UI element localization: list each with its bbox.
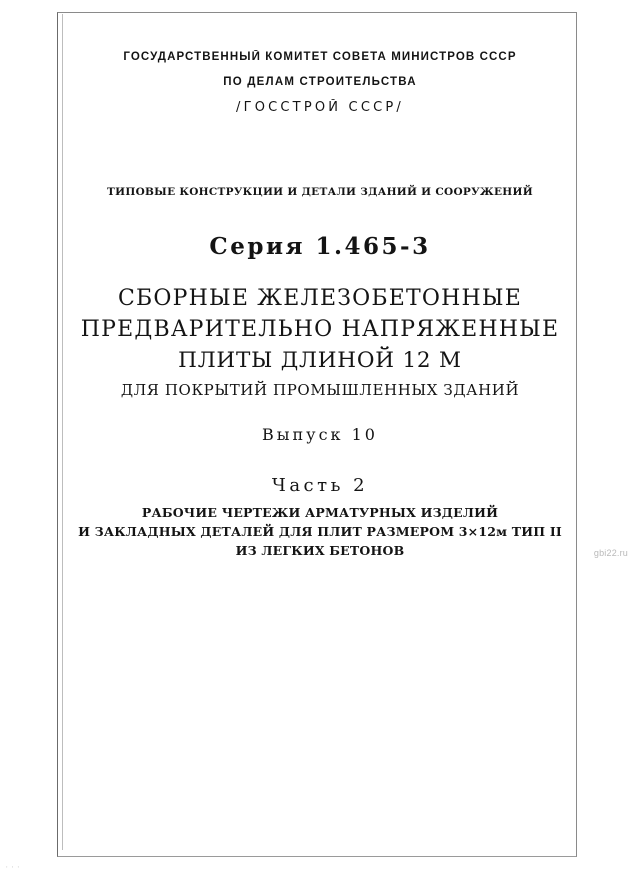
series-number: Серия 1.465-3 [209,233,431,260]
header-line-3-gosstroy: /ГОССТРОЙ СССР/ [235,100,404,115]
contents-line-3: ИЗ ЛЕГКИХ БЕТОНОВ [235,543,405,558]
watermark-text: gbi22.ru [593,548,628,558]
part-number: Часть 2 [271,475,369,496]
contents-line-1: РАБОЧИЕ ЧЕРТЕЖИ АРМАТУРНЫХ ИЗДЕЛИЙ [141,505,499,520]
title-line-1: СБОРНЫЕ ЖЕЛЕЗОБЕТОННЫЕ [117,286,523,311]
title-line-3: ПЛИТЫ ДЛИНОЙ 12 М [178,348,462,373]
issue-number: Выпуск 10 [262,425,378,444]
bottom-scan-marks: ' ' ' [6,865,21,874]
title-line-4: ДЛЯ ПОКРЫТИЙ ПРОМЫШЛЕННЫХ ЗДАНИЙ [120,381,520,399]
header-line-2: ПО ДЕЛАМ СТРОИТЕЛЬСТВА [223,76,417,88]
document-subtitle: ТИПОВЫЕ КОНСТРУКЦИИ И ДЕТАЛИ ЗДАНИЙ И СООРУЖЕНИЙ [107,186,533,198]
contents-line-2: И ЗАКЛАДНЫХ ДЕТАЛЕЙ ДЛЯ ПЛИТ РАЗМЕРОМ 3×12м ТИП II [78,524,562,539]
title-line-2: ПРЕДВАРИТЕЛЬНО НАПРЯЖЕННЫЕ [80,317,560,342]
header-line-1: ГОСУДАРСТВЕННЫЙ КОМИТЕТ СОВЕТА МИНИСТРОВ СССР [123,51,517,63]
